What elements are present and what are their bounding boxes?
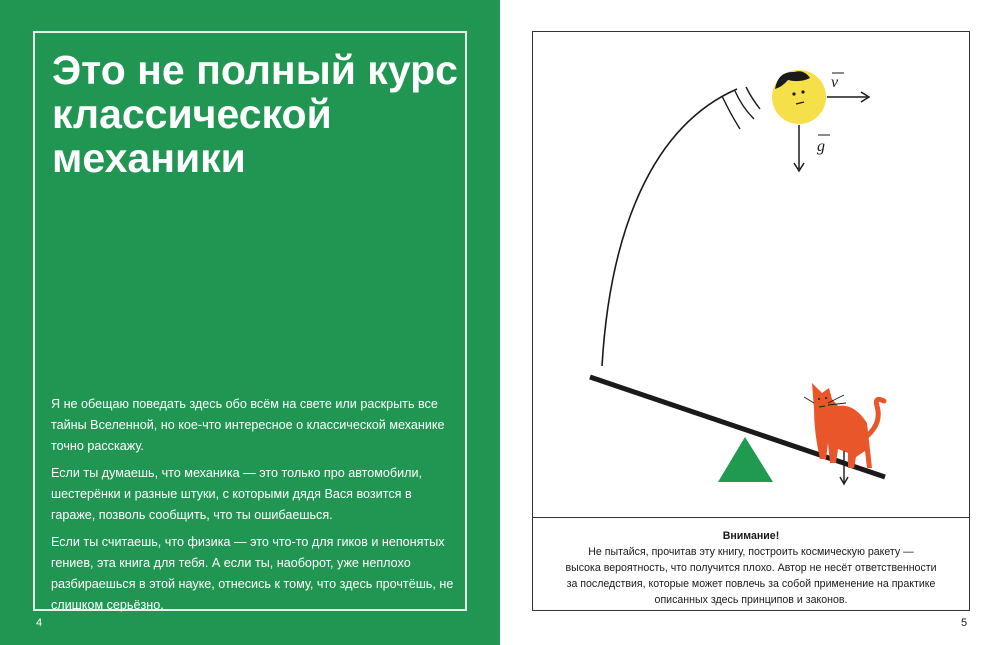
motion-line-1 <box>722 96 740 129</box>
warning-line-4: описанных здесь принципов и законов. <box>654 594 848 606</box>
cat-eye-2 <box>825 397 827 399</box>
ball-eye-2 <box>801 90 804 93</box>
intro-paragraph-3: Если ты считаешь, что физика — это что-то для гиков и непонятых гениев, эта книга для тебя. А если ты, наоборот, уже неплохо разбираешься в этой науке, отнесись к тому, что здесь прочтёшь, не слишком серьёзно. <box>51 535 454 612</box>
intro-text <box>51 394 456 622</box>
warning-line-1: Не пытайся, прочитав эту книгу, построить космическую ракету — <box>588 546 914 558</box>
motion-line-3 <box>746 87 760 109</box>
warning-line-2: высока вероятность, что получится плохо. Автор не несёт ответственности <box>565 562 937 574</box>
trajectory-arc <box>602 89 737 366</box>
velocity-label: v <box>831 74 839 91</box>
fulcrum-triangle <box>718 437 773 482</box>
page-number-right: 5 <box>961 617 968 629</box>
gravity-label: g <box>817 138 825 155</box>
intro-paragraph-2: Если ты думаешь, что механика — это только про автомобили, шестерёнки и разные штуки, с которыми дядя Вася возится в гараже, позволь сообщить, что ты ошибаешься. <box>51 466 423 522</box>
page-number-left: 4 <box>36 617 43 629</box>
warning-title: Внимание! <box>722 530 780 542</box>
ball-eye <box>792 92 795 95</box>
title-line-2: классической <box>52 91 332 137</box>
warning-line-3: за последствия, которые может повлечь за собой применение на практике <box>566 578 936 590</box>
warning-box <box>532 517 970 611</box>
cat-whisker-3 <box>804 397 814 403</box>
cat-tail <box>867 399 884 436</box>
ball-icon <box>772 70 826 124</box>
cat-eye <box>818 398 820 400</box>
title-line-3: механики <box>52 135 246 181</box>
chapter-title <box>52 48 472 180</box>
seesaw-illustration <box>532 31 970 517</box>
title-line-1: Это не полный курс <box>52 47 458 93</box>
intro-paragraph-1: Я не обещаю поведать здесь обо всём на свете или раскрыть все тайны Вселенной, но кое-что интересное о классической механике точно расскажу. <box>51 397 445 453</box>
